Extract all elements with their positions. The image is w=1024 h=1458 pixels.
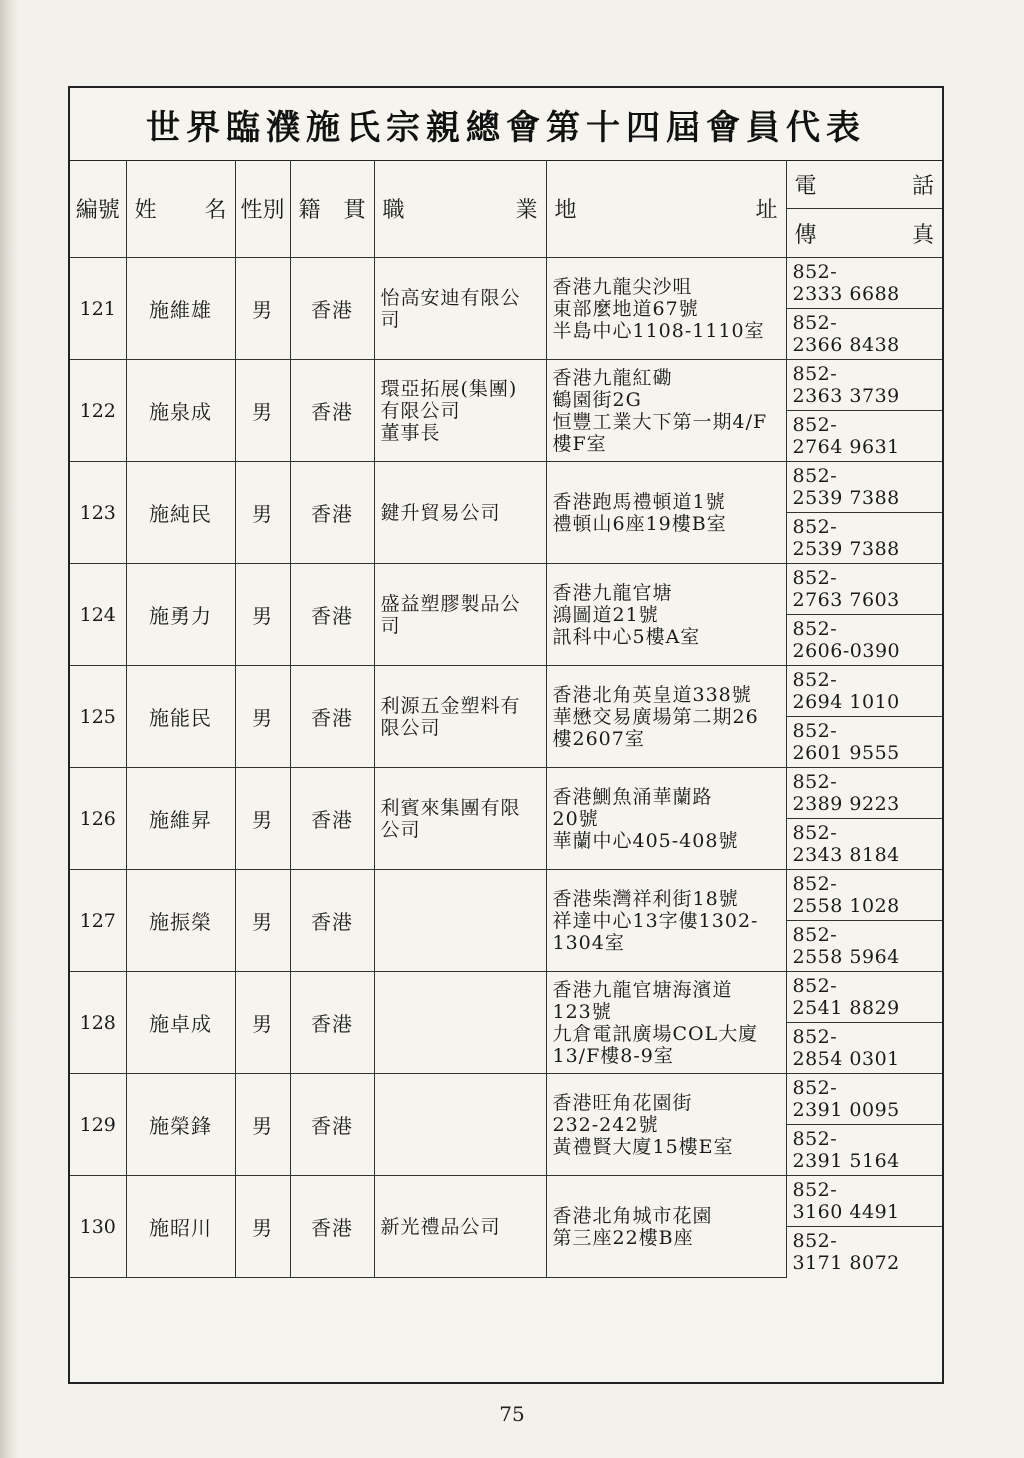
member-sex: 男: [235, 870, 290, 972]
header-occupation-b: 業: [515, 198, 538, 223]
member-number: 129: [70, 1074, 126, 1176]
member-occupation: [374, 870, 546, 972]
member-phone-line: 852-: [792, 771, 838, 793]
member-fax-line: 2606-0390: [792, 640, 901, 662]
member-number: 126: [70, 768, 126, 870]
member-phone-line: 2539 7388: [792, 487, 900, 509]
header-row: [70, 160, 942, 209]
member-occupation-line: 利源五金塑料有: [380, 694, 521, 717]
member-occupation-line: 利賓來集團有限: [380, 796, 521, 819]
member-phone-line: 2333 6688: [792, 283, 900, 305]
member-name: 施純民: [126, 462, 235, 564]
member-phone: [786, 564, 942, 615]
member-fax-line: 2366 8438: [792, 334, 900, 356]
member-address: [546, 462, 786, 564]
table-row: [70, 462, 942, 513]
member-phone-line: 2541 8829: [792, 997, 900, 1019]
member-occupation: [374, 462, 546, 564]
member-sex: 男: [235, 462, 290, 564]
member-fax: [786, 1125, 942, 1176]
member-address-line: 香港旺角花園街: [552, 1091, 693, 1114]
header-fax: [786, 209, 942, 258]
member-origin: 香港: [290, 666, 374, 768]
member-fax-line: 852-: [792, 1230, 838, 1253]
header-fax-b: 真: [911, 222, 934, 248]
member-origin: 香港: [290, 360, 374, 462]
page-title: 世界臨濮施氏宗親總會第十四屆會員代表: [70, 88, 942, 161]
member-fax-line: 2539 7388: [792, 538, 900, 560]
member-sex: 男: [235, 564, 290, 666]
member-table-frame: [68, 86, 944, 1384]
member-occupation-line: 董事長: [380, 421, 441, 444]
header-phone: [786, 160, 942, 209]
member-name: 施泉成: [126, 360, 235, 462]
member-number: 122: [70, 360, 126, 462]
member-sex: 男: [235, 360, 290, 462]
member-sex: 男: [235, 258, 290, 360]
member-phone-line: 852-: [792, 261, 838, 283]
member-sex: 男: [235, 1176, 290, 1278]
member-fax: [786, 513, 942, 564]
member-address-line: 123號: [552, 1000, 612, 1023]
header-address: [546, 160, 786, 258]
member-address: [546, 1074, 786, 1176]
member-number: 128: [70, 972, 126, 1074]
table-row: [70, 258, 942, 309]
member-phone-line: 852-: [792, 567, 838, 589]
member-address: [546, 972, 786, 1074]
member-fax-line: 2391 5164: [792, 1150, 900, 1172]
member-fax-line: 2558 5964: [792, 946, 900, 968]
member-phone: [786, 360, 942, 411]
member-address-line: 232-242號: [552, 1113, 659, 1136]
member-occupation: [374, 1074, 546, 1176]
member-phone: [786, 972, 942, 1023]
member-address-line: 半島中心1108-1110室: [552, 319, 765, 342]
member-origin: 香港: [290, 1176, 374, 1278]
member-address-line: 禮頓山6座19樓B室: [552, 512, 727, 535]
member-occupation: [374, 258, 546, 360]
member-phone: [786, 666, 942, 717]
member-fax: [786, 921, 942, 972]
header-name: [126, 160, 235, 258]
member-occupation: [374, 564, 546, 666]
member-fax-line: 2764 9631: [792, 436, 900, 458]
member-address-line: 香港跑馬禮頓道1號: [552, 490, 726, 513]
member-fax-line: 3171 8072: [792, 1252, 900, 1275]
member-phone-line: 2389 9223: [792, 793, 900, 815]
member-phone-line: 2694 1010: [792, 691, 900, 713]
member-address-line: 鶴園街2G: [552, 388, 642, 411]
member-name: 施榮鋒: [126, 1074, 235, 1176]
member-address-line: 香港九龍官塘: [552, 581, 673, 604]
member-address-line: 香港九龍官塘海濱道: [552, 978, 733, 1001]
member-fax: [786, 1023, 942, 1074]
member-fax-line: 852-: [792, 822, 838, 844]
member-occupation-line: 司: [380, 308, 401, 331]
member-address-line: 九倉電訊廣場COL大廈: [552, 1022, 759, 1045]
header-origin-b: 貫: [343, 198, 366, 223]
member-address-line: 香港九龍尖沙咀: [552, 275, 693, 298]
member-sex: 男: [235, 1074, 290, 1176]
member-occupation: [374, 768, 546, 870]
member-sex: 男: [235, 768, 290, 870]
member-address-line: 20號: [552, 807, 599, 830]
table-row: [70, 1074, 942, 1125]
member-origin: 香港: [290, 1074, 374, 1176]
member-fax-line: 852-: [792, 720, 838, 742]
member-occupation-line: 怡高安迪有限公: [380, 286, 521, 309]
member-roster-table: [70, 160, 942, 1278]
table-row: [70, 360, 942, 411]
member-address-line: 樓2607室: [552, 727, 645, 750]
member-phone: [786, 870, 942, 921]
table-row: [70, 564, 942, 615]
page-number: 75: [499, 1402, 525, 1426]
member-address: [546, 258, 786, 360]
member-number: 125: [70, 666, 126, 768]
member-address-line: 黃禮賢大廈15樓E室: [552, 1135, 734, 1158]
table-row: [70, 972, 942, 1023]
header-phone-a: 電: [794, 173, 817, 199]
member-name: 施能民: [126, 666, 235, 768]
member-origin: 香港: [290, 768, 374, 870]
member-phone-line: 852-: [792, 1077, 838, 1099]
member-address-line: 香港柴灣祥利街18號: [552, 887, 739, 910]
member-fax: [786, 717, 942, 768]
header-occupation-a: 職: [382, 198, 405, 223]
member-address-line: 訊科中心5樓A室: [552, 625, 701, 648]
member-occupation-line: 環亞拓展(集團): [380, 377, 518, 400]
member-number: 130: [70, 1176, 126, 1278]
member-fax-line: 852-: [792, 1128, 838, 1150]
member-address: [546, 360, 786, 462]
member-origin: 香港: [290, 564, 374, 666]
member-occupation: [374, 972, 546, 1074]
member-phone-line: 2558 1028: [792, 895, 900, 917]
member-number: 123: [70, 462, 126, 564]
table-row: [70, 1176, 942, 1227]
header-name-a: 姓: [134, 198, 157, 223]
member-address: [546, 1176, 786, 1278]
header-origin: [290, 160, 374, 258]
member-origin: 香港: [290, 870, 374, 972]
member-fax-line: 2854 0301: [792, 1048, 900, 1070]
member-address-line: 第三座22樓B座: [552, 1226, 694, 1249]
member-sex: 男: [235, 666, 290, 768]
member-address-line: 鴻圖道21號: [552, 603, 659, 626]
member-address-line: 香港北角英皇道338號: [552, 683, 752, 706]
header-occupation: [374, 160, 546, 258]
member-phone-line: 852-: [792, 465, 838, 487]
member-origin: 香港: [290, 462, 374, 564]
member-fax: [786, 819, 942, 870]
book-spine-shadow: [0, 0, 18, 1458]
member-occupation-line: 鍵升貿易公司: [380, 501, 501, 524]
member-name: 施振榮: [126, 870, 235, 972]
member-phone-line: 852-: [792, 873, 838, 895]
member-phone-line: 2391 0095: [792, 1099, 900, 1121]
member-phone-line: 3160 4491: [792, 1201, 900, 1223]
member-fax-line: 852-: [792, 618, 838, 640]
member-name: 施維昇: [126, 768, 235, 870]
member-occupation-line: 盛益塑膠製品公: [380, 592, 521, 615]
member-address-line: 華懋交易廣場第二期26: [552, 705, 759, 728]
member-phone-line: 852-: [792, 363, 838, 385]
member-address: [546, 564, 786, 666]
member-phone-line: 852-: [792, 1179, 838, 1201]
header-phone-b: 話: [911, 173, 934, 199]
member-address-line: 1304室: [552, 931, 625, 954]
member-phone-line: 2763 7603: [792, 589, 900, 611]
member-address-line: 樓F室: [552, 432, 607, 455]
member-fax: [786, 309, 942, 360]
member-fax-line: 2601 9555: [792, 742, 900, 764]
member-origin: 香港: [290, 258, 374, 360]
member-fax: [786, 411, 942, 462]
member-origin: 香港: [290, 972, 374, 1074]
table-row: [70, 870, 942, 921]
member-occupation: [374, 1176, 546, 1278]
member-phone-line: 852-: [792, 669, 838, 691]
member-phone-line: 2363 3739: [792, 385, 900, 407]
member-sex: 男: [235, 972, 290, 1074]
table-row: [70, 768, 942, 819]
member-address: [546, 870, 786, 972]
header-no: 編號: [70, 160, 126, 258]
member-name: 施卓成: [126, 972, 235, 1074]
header-name-b: 名: [204, 198, 227, 223]
member-occupation-line: 有限公司: [380, 399, 461, 422]
member-address: [546, 666, 786, 768]
member-name: 施維雄: [126, 258, 235, 360]
member-phone-line: 852-: [792, 975, 838, 997]
member-phone: [786, 258, 942, 309]
header-origin-a: 籍: [298, 198, 321, 223]
member-occupation-line: 公司: [380, 818, 421, 841]
member-address-line: 東部麼地道67號: [552, 297, 699, 320]
member-occupation-line: 新光禮品公司: [380, 1215, 501, 1238]
member-address-line: 13/F樓8-9室: [552, 1044, 674, 1067]
header-fax-a: 傳: [794, 222, 817, 248]
member-fax: [786, 1227, 942, 1278]
member-address-line: 華蘭中心405-408號: [552, 829, 739, 852]
member-fax-line: 852-: [792, 924, 838, 946]
header-address-a: 地: [554, 198, 577, 223]
member-fax-line: 852-: [792, 414, 838, 436]
member-occupation: [374, 666, 546, 768]
member-number: 124: [70, 564, 126, 666]
member-phone: [786, 768, 942, 819]
table-row: [70, 666, 942, 717]
member-address-line: 香港鰂魚涌華蘭路: [552, 785, 713, 808]
member-phone: [786, 1176, 942, 1227]
member-address-line: 香港九龍紅磡: [552, 366, 673, 389]
member-occupation: [374, 360, 546, 462]
member-address-line: 恒豐工業大下第一期4/F: [552, 410, 768, 433]
member-number: 121: [70, 258, 126, 360]
member-address-line: 祥達中心13字僂1302-: [552, 909, 759, 932]
member-fax-line: 852-: [792, 312, 838, 334]
member-address-line: 香港北角城市花園: [552, 1204, 713, 1227]
header-address-b: 址: [755, 198, 778, 223]
member-occupation-line: 限公司: [380, 716, 441, 739]
member-phone: [786, 462, 942, 513]
member-number: 127: [70, 870, 126, 972]
member-name: 施昭川: [126, 1176, 235, 1278]
header-sex: 性別: [235, 160, 290, 258]
member-phone: [786, 1074, 942, 1125]
member-fax-line: 852-: [792, 1026, 838, 1048]
member-fax-line: 852-: [792, 516, 838, 538]
member-fax-line: 2343 8184: [792, 844, 900, 866]
member-name: 施勇力: [126, 564, 235, 666]
member-address: [546, 768, 786, 870]
member-occupation-line: 司: [380, 614, 401, 637]
member-fax: [786, 615, 942, 666]
